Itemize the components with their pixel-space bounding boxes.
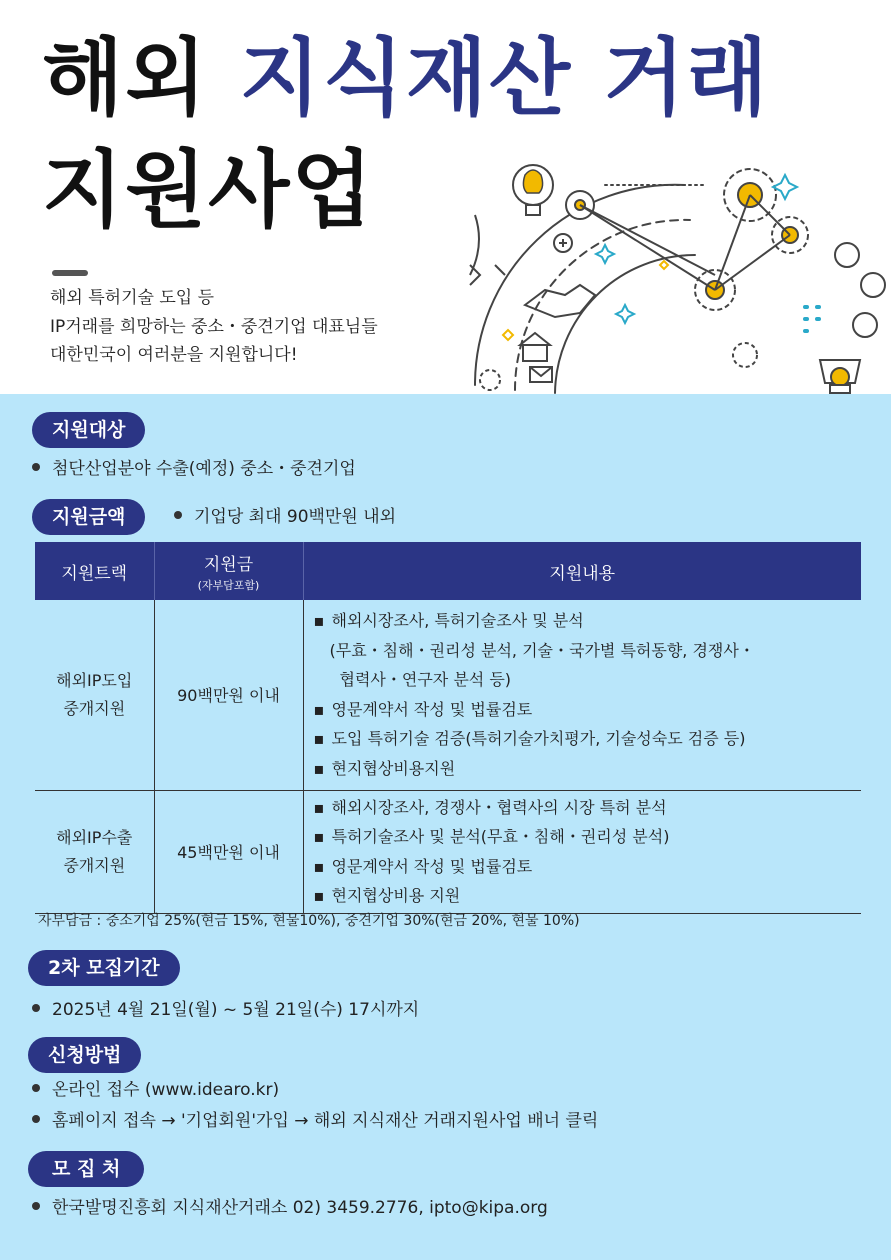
- amount-cell: 45백만원 이내: [154, 790, 303, 913]
- mail-icon: [530, 367, 552, 382]
- header-content: 지원내용: [303, 542, 861, 600]
- content-item: ▪ 해외시장조사, 특허기술조사 및 분석: [314, 606, 862, 636]
- people-icon: [835, 243, 885, 337]
- content-item: ▪ 특허기술조사 및 분석(무효・침해・권리성 분석): [314, 822, 862, 852]
- section-label-contact: 모 집 처: [28, 1151, 144, 1187]
- content-cell: [303, 790, 861, 913]
- table-header-row: [35, 542, 861, 600]
- intro-line: 해외 특허기술 도입 등: [50, 288, 215, 308]
- content-cell: [303, 600, 861, 790]
- divider: [52, 270, 88, 276]
- content-item: 협력사・연구자 분석 등): [339, 670, 512, 690]
- header-section: [0, 0, 891, 394]
- section-label-period: 2차 모집기간: [28, 950, 180, 986]
- self-pay-note: 자부담금 : 중소기업 25%(현금 15%, 현물10%), 중견기업 30%(현금 20%, 현물 10%): [38, 913, 580, 929]
- content-item: ▪ 현지협상비용지원: [314, 754, 862, 784]
- track-cell: 해외IP도입 중개지원: [35, 600, 154, 790]
- target-item: 첨단산업분야 수출(예정) 중소・중견기업: [32, 456, 356, 482]
- building-icon: [520, 333, 550, 361]
- section-label-amount: 지원금액: [32, 499, 145, 535]
- header-track: 지원트랙: [35, 542, 154, 600]
- period-item: 2025년 4월 21일(월) ~ 5월 21일(수) 17시까지: [32, 997, 419, 1023]
- ip-trade-illustration: [455, 155, 891, 395]
- apply-item-online: 온라인 접수 (www.idearo.kr): [32, 1077, 279, 1103]
- content-item: (무효・침해・권리성 분석, 기술・국가별 특허동향, 경쟁사・: [329, 640, 755, 660]
- title-black: 해외: [42, 29, 209, 127]
- lightbulb-icon: [513, 165, 553, 215]
- header-amount: 지원금 (자부담포함): [154, 542, 303, 600]
- intro-text: [50, 284, 378, 370]
- table-row: [35, 600, 861, 790]
- track-cell: 해외IP수출 중개지원: [35, 790, 154, 913]
- info-section: [0, 394, 891, 1260]
- support-table: [35, 542, 861, 914]
- table-row: [35, 790, 861, 913]
- section-label-apply: 신청방법: [28, 1037, 141, 1073]
- title-navy: 지식재산 거래: [239, 29, 770, 127]
- apply-item-homepage: 홈페이지 접속 → '기업회원'가입 → 해외 지식재산 거래지원사업 배너 클릭: [32, 1108, 598, 1134]
- contact-item: 한국발명진흥회 지식재산거래소 02) 3459.2776, ipto@kipa.org: [32, 1195, 548, 1221]
- content-item: ▪ 해외시장조사, 경쟁사・협력사의 시장 특허 분석: [314, 793, 862, 823]
- amount-cell: 90백만원 이내: [154, 600, 303, 790]
- page-title: [42, 22, 770, 134]
- content-item: ▪ 도입 특허기술 검증(특허기술가치평가, 기술성숙도 검증 등): [314, 724, 862, 754]
- section-label-target: 지원대상: [32, 412, 145, 448]
- page-title-line2: 지원사업: [42, 141, 375, 239]
- amount-item: 기업당 최대 90백만원 내외: [174, 504, 396, 530]
- trophy-icon: [820, 360, 860, 393]
- content-item: ▪ 영문계약서 작성 및 법률검토: [314, 852, 862, 882]
- header-amount-sub: (자부담포함): [197, 578, 260, 592]
- intro-line: 대한민국이 여러분을 지원합니다!: [50, 345, 298, 365]
- content-item: ▪ 영문계약서 작성 및 법률검토: [314, 695, 862, 725]
- content-item: ▪ 현지협상비용 지원: [314, 881, 862, 911]
- intro-line: IP거래를 희망하는 중소・중견기업 대표님들: [50, 316, 378, 337]
- handshake-icon: [525, 285, 595, 317]
